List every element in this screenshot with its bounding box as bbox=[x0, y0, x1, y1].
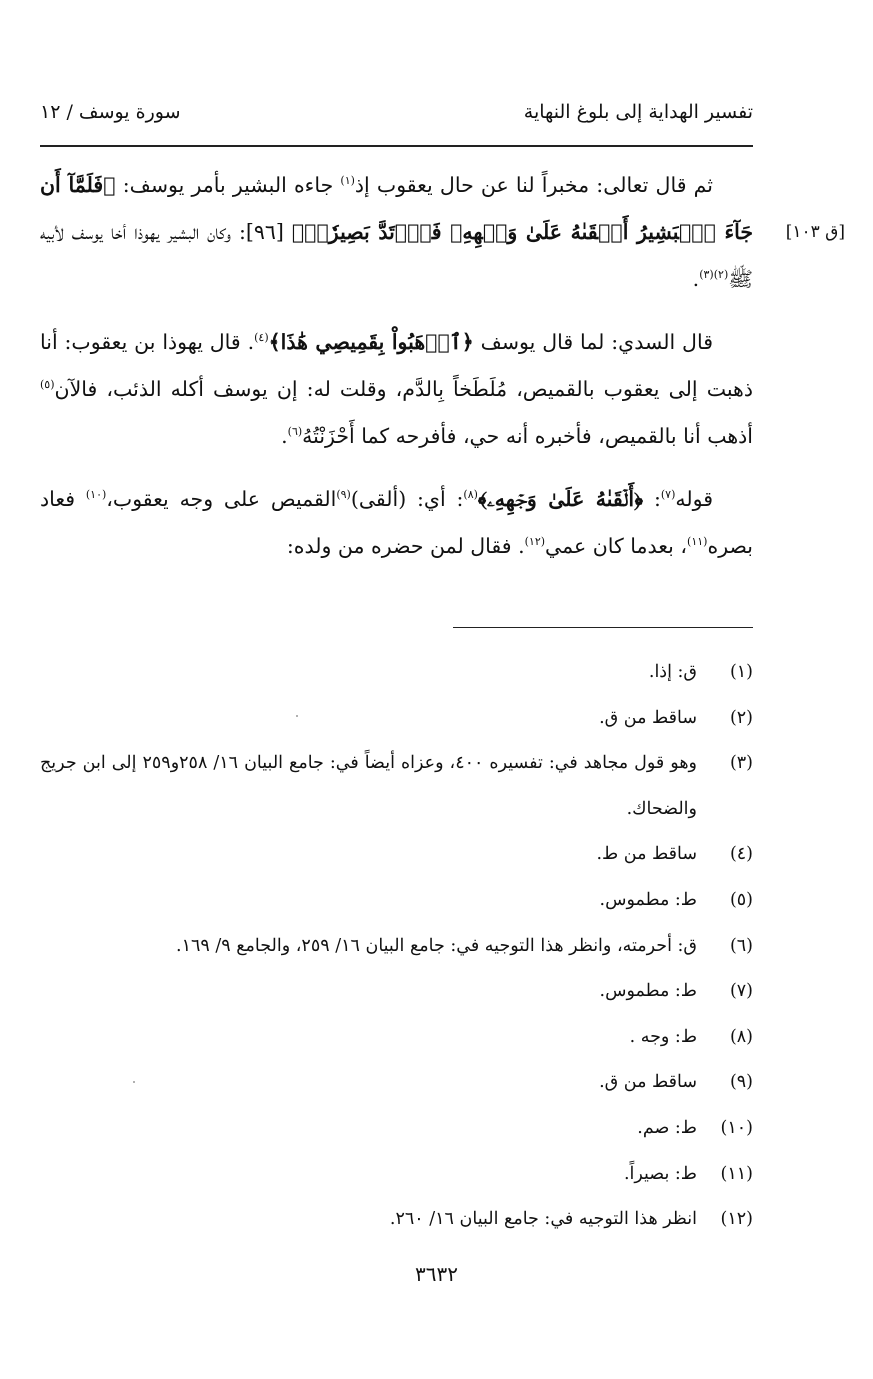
footnote-item bbox=[40, 1106, 753, 1152]
footnote-ref: (١٢) bbox=[524, 535, 546, 549]
footnote-ref: (١١) bbox=[687, 535, 708, 549]
footnote-text: انظر هذا التوجيه في: جامع البيان ١٦/ ٢٦٠. bbox=[389, 1209, 697, 1230]
footnote-text: وهو قول مجاهد في: تفسيره ٤٠٠، وعزاه أيضاً في: جامع البيان ١٦/ ٢٥٨و٢٥٩ إلى ابن جريج والضحاك. bbox=[40, 753, 697, 819]
footnote-text: ساقط من ط. bbox=[596, 844, 697, 865]
footnote-number: (٥) bbox=[729, 889, 753, 910]
quran-verse: ﴿فَلَمَّآ أَن جَآءَ ٱلۡبَشِيرُ أَلۡقَىٰهُ عَلَىٰ وَجۡهِهِۦ فَٱرۡتَدَّ بَصِيرٗاۖ﴾ bbox=[40, 173, 754, 244]
footnote-item bbox=[40, 696, 753, 742]
text-run: أذهب أنا بالقميص، فأخبره أنه حي، فأفرحه كما أَحْزَنْتُهُ bbox=[302, 424, 753, 448]
footnote-ref: (١٠) bbox=[85, 488, 107, 502]
running-header bbox=[40, 92, 753, 132]
footnote-separator bbox=[453, 627, 753, 628]
quran-verse: ﴿أَلۡقَىٰهُ عَلَىٰ وَجۡهِهِۦ﴾ bbox=[477, 487, 644, 511]
footnote-text: ط: بصيراً. bbox=[623, 1163, 697, 1184]
footnote-text: ط: مطموس. bbox=[599, 889, 697, 910]
footnote-ref: (١) bbox=[340, 174, 355, 188]
footnote-text: ق: إذا. bbox=[648, 662, 697, 682]
footnote-number: (١٢) bbox=[720, 1209, 753, 1230]
footnote-ref: (٢)(٣) bbox=[699, 268, 729, 282]
footnote-item bbox=[40, 650, 753, 696]
footnote-text: ط: مطموس. bbox=[599, 981, 697, 1002]
footnote-number: (٧) bbox=[729, 981, 753, 1002]
text-run: . bbox=[692, 267, 700, 291]
footnote-item bbox=[40, 1015, 753, 1061]
manuscript-folio-note: [ق ١٠٣] bbox=[785, 222, 845, 242]
footnote-item bbox=[40, 924, 753, 970]
paragraph-2 bbox=[40, 319, 753, 460]
footnote-text: ط: وجه . bbox=[629, 1026, 697, 1047]
footnote-item bbox=[40, 1197, 753, 1243]
footnotes bbox=[40, 650, 753, 1243]
footnote-number: (٣) bbox=[729, 753, 753, 774]
footnote-number: (١) bbox=[729, 662, 753, 682]
footnote-number: (١٠) bbox=[720, 1117, 753, 1138]
footnote-ref: (٥) bbox=[40, 378, 55, 392]
paragraph-3 bbox=[40, 476, 753, 570]
text-run: القميص على وجه يعقوب، bbox=[106, 487, 337, 511]
footnote-item bbox=[40, 969, 753, 1015]
footnote-ref: (٤) bbox=[254, 331, 269, 345]
text-run: قال السدي: لما قال يوسف bbox=[473, 330, 713, 354]
footnote-number: (٨) bbox=[729, 1026, 753, 1047]
footnote-item bbox=[40, 832, 753, 878]
footnote-text: ق: أحرمته، وانظر هذا التوجيه في: جامع البيان ١٦/ ٢٥٩، والجامع ٩/ ١٦٩. bbox=[176, 935, 697, 956]
footnote-ref: (٦) bbox=[287, 425, 303, 439]
book-title: تفسير الهداية إلى بلوغ النهاية bbox=[523, 101, 753, 123]
text-run: جاءه البشير بأمر يوسف: bbox=[115, 173, 341, 197]
footnote-ref: (٨) bbox=[463, 488, 478, 502]
paragraph-1 bbox=[40, 162, 753, 303]
header-rule bbox=[40, 145, 753, 147]
footnote-item bbox=[40, 741, 753, 832]
text-run: ثم قال تعالى: مخبراً لنا عن حال يعقوب إذ bbox=[354, 173, 714, 197]
text-run: : bbox=[643, 487, 661, 511]
main-text bbox=[40, 162, 753, 586]
footnote-number: (١١) bbox=[720, 1163, 753, 1184]
footnote-item bbox=[40, 878, 753, 924]
paper-speck bbox=[133, 1081, 135, 1083]
surah-reference: سورة يوسف / ١٢ bbox=[40, 101, 181, 123]
text-run: فعاد بصره bbox=[40, 487, 753, 558]
page-number: ٣٦٣٢ bbox=[415, 1262, 458, 1286]
footnote-item bbox=[40, 1060, 753, 1106]
footnote-text: ساقط من ق. bbox=[599, 707, 697, 728]
text-run: قوله bbox=[675, 487, 714, 511]
footnote-number: (٢) bbox=[729, 707, 753, 728]
footnote-text: ساقط من ق. bbox=[599, 1072, 697, 1093]
text-run: . bbox=[281, 424, 288, 448]
quran-verse: ﴿ٱذۡهَبُواْ بِقَمِيصِي هَٰذَا﴾ bbox=[268, 330, 474, 354]
footnote-number: (٤) bbox=[729, 844, 753, 865]
footnote-ref: (٧) bbox=[660, 488, 676, 502]
text-run: . فقال لمن حضره من ولده: bbox=[286, 534, 525, 558]
footnote-text: ط: صم. bbox=[637, 1117, 697, 1138]
text-run: : أي: (ألقى) bbox=[350, 487, 464, 511]
footnote-ref: (٩) bbox=[336, 488, 351, 502]
footnote-item bbox=[40, 1152, 753, 1198]
text-run: . قال يهوذا بن يعقوب: أنا ذهبت إلى يعقوب بالقميص، مُلَطَخاً بِالدَّم، وقلت له: إن يوسف أكله الذئب، فالآن bbox=[40, 330, 753, 401]
text-run: ، بعدما كان عمي bbox=[545, 534, 688, 558]
footnote-number: (٩) bbox=[729, 1072, 753, 1093]
footnote-number: (٦) bbox=[729, 935, 753, 956]
text-run: [٩٦]: وكان البشير يهوذا أخا يوسف لأبيه ﷺ bbox=[40, 220, 753, 291]
paper-speck bbox=[296, 715, 298, 717]
